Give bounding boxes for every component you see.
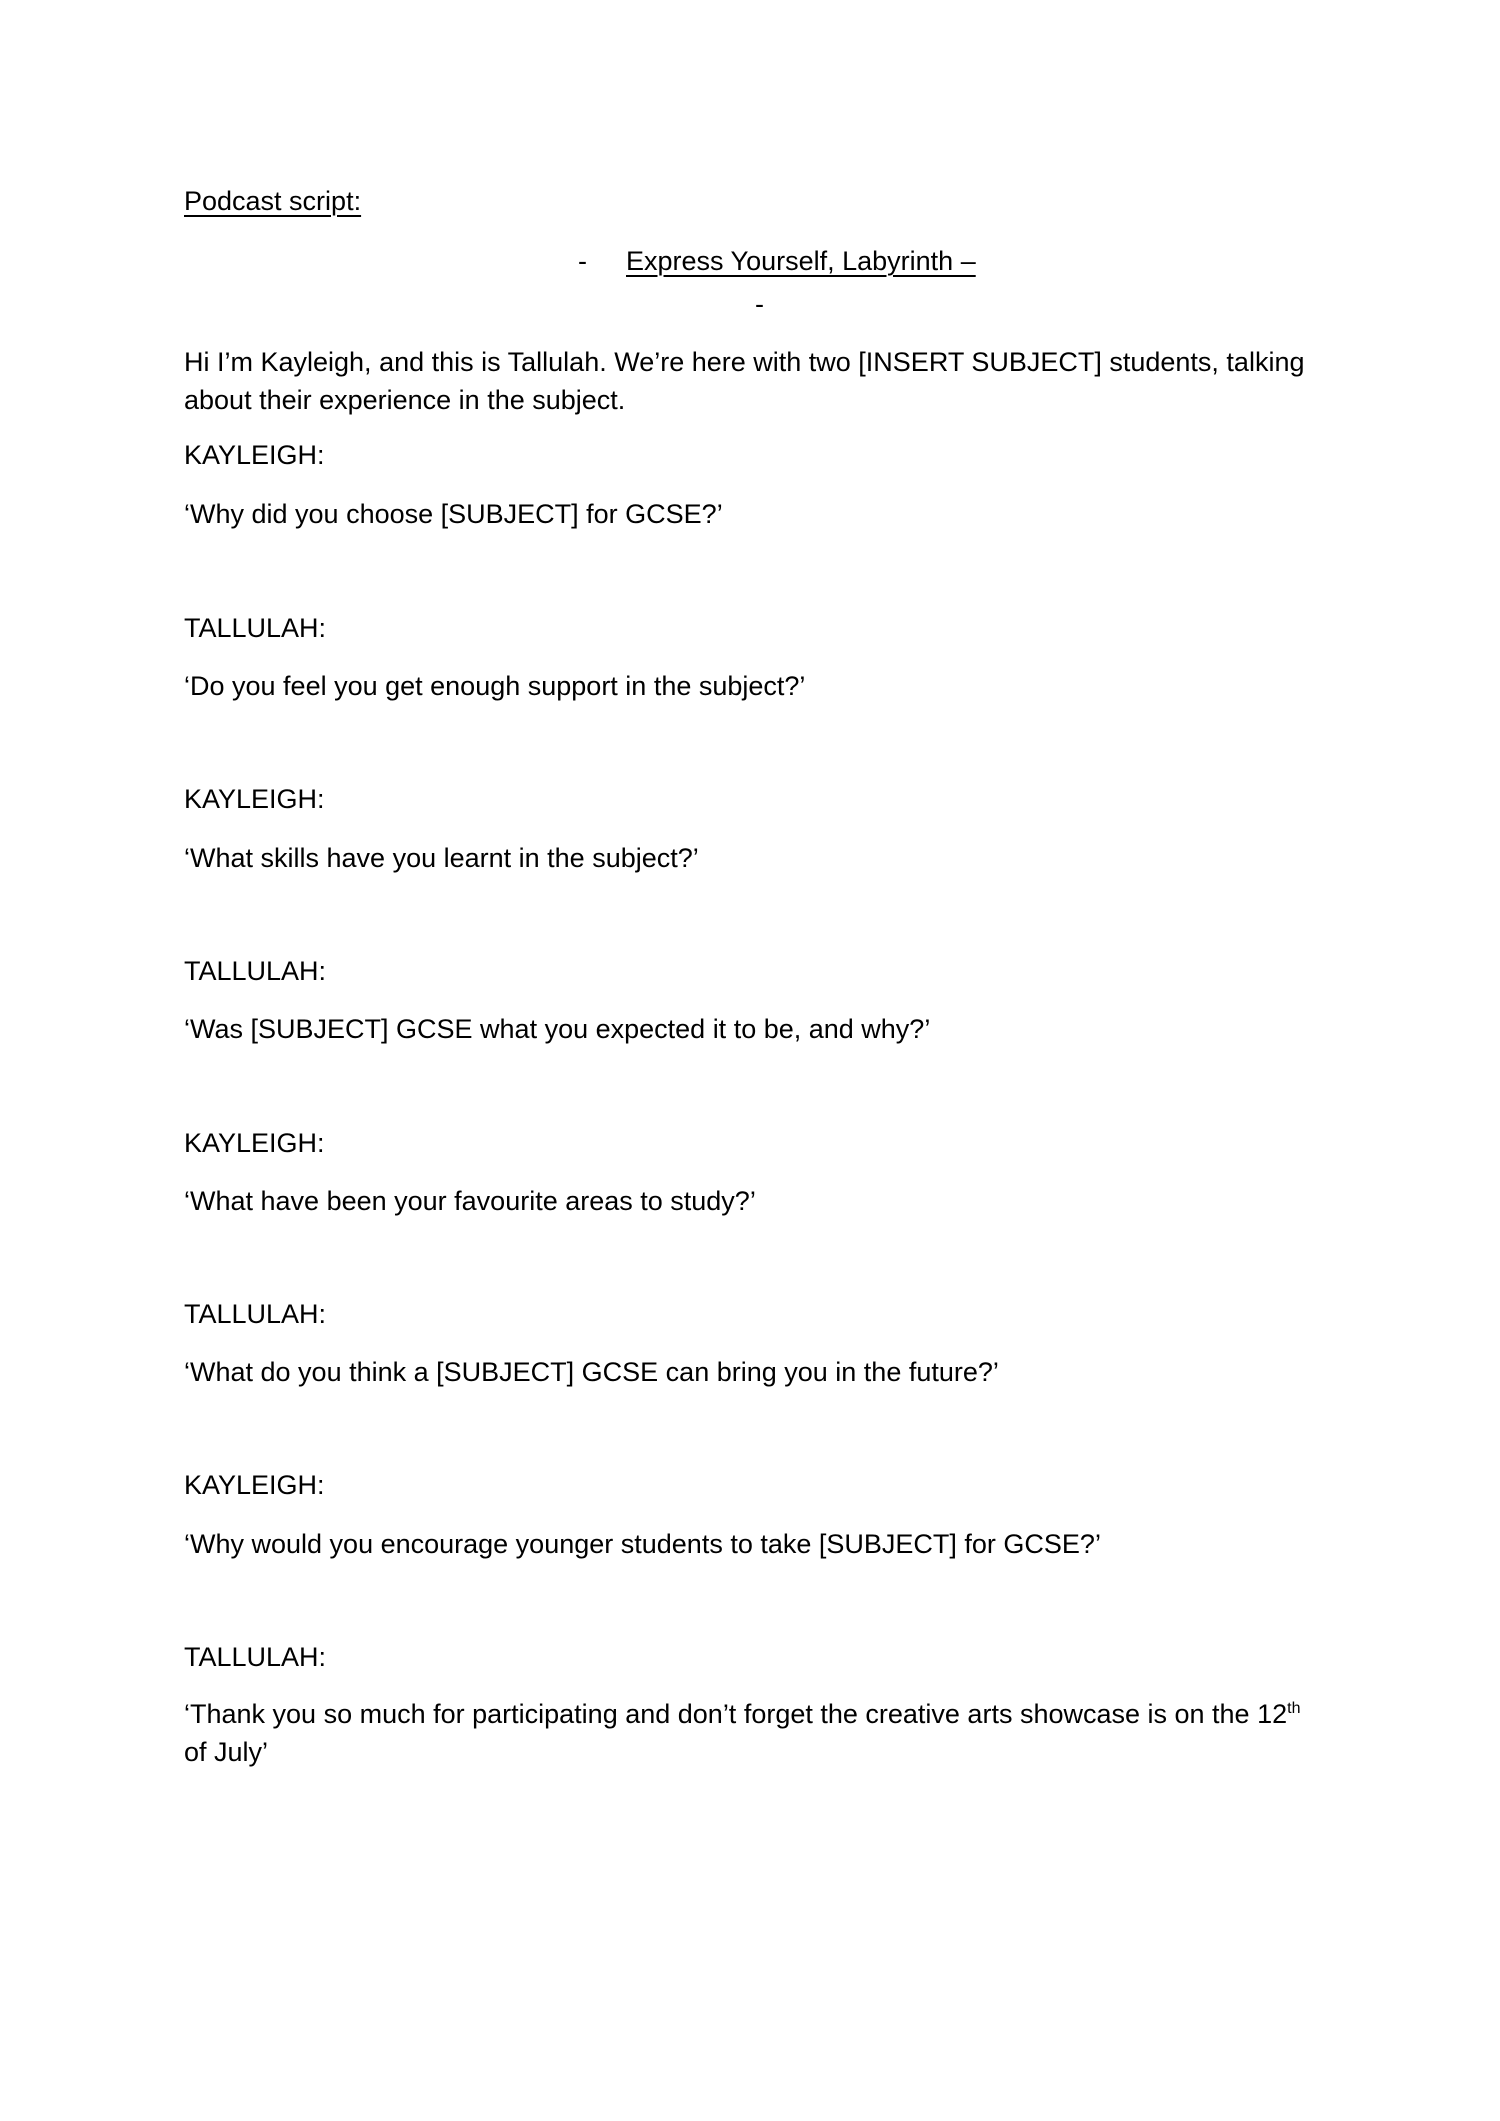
- speaker-label: KAYLEIGH:: [184, 784, 325, 814]
- question-line: ‘What skills have you learnt in the subject?’: [184, 843, 699, 873]
- speaker-label: TALLULAH:: [184, 613, 327, 643]
- question-line: ‘Why would you encourage younger students to take [SUBJECT] for GCSE?’: [184, 1529, 1101, 1559]
- speaker-label: KAYLEIGH:: [184, 440, 325, 470]
- speaker-label: TALLULAH:: [184, 1642, 327, 1672]
- speaker-label: TALLULAH:: [184, 1299, 327, 1329]
- closing-text-end: of July’: [184, 1737, 269, 1767]
- document-title: Podcast script:: [184, 186, 362, 216]
- question-line: ‘What do you think a [SUBJECT] GCSE can bring you in the future?’: [184, 1357, 999, 1387]
- speaker-label: TALLULAH:: [184, 956, 327, 986]
- document-subtitle: Express Yourself, Labyrinth –: [626, 246, 976, 276]
- question-line: ‘Why did you choose [SUBJECT] for GCSE?’: [184, 499, 723, 529]
- subtitle-dash: -: [578, 246, 587, 276]
- closing-text: ‘Thank you so much for participating and don’t forget the creative arts showcase is on the 12: [184, 1699, 1288, 1729]
- speaker-label: KAYLEIGH:: [184, 1470, 325, 1500]
- subtitle-second-dash: -: [755, 289, 764, 319]
- question-line: ‘Was [SUBJECT] GCSE what you expected it to be, and why?’: [184, 1014, 931, 1044]
- subtitle-row: [578, 243, 976, 279]
- intro-paragraph: Hi I’m Kayleigh, and this is Tallulah. We’re here with two [INSERT SUBJECT] students, talking about their experience in the subject.: [184, 347, 1305, 415]
- closing-superscript: th: [1287, 1700, 1301, 1717]
- speaker-label: KAYLEIGH:: [184, 1128, 325, 1158]
- question-line: ‘Do you feel you get enough support in the subject?’: [184, 671, 806, 701]
- question-line: ‘What have been your favourite areas to study?’: [184, 1186, 756, 1216]
- closing-line: [184, 1695, 1324, 1771]
